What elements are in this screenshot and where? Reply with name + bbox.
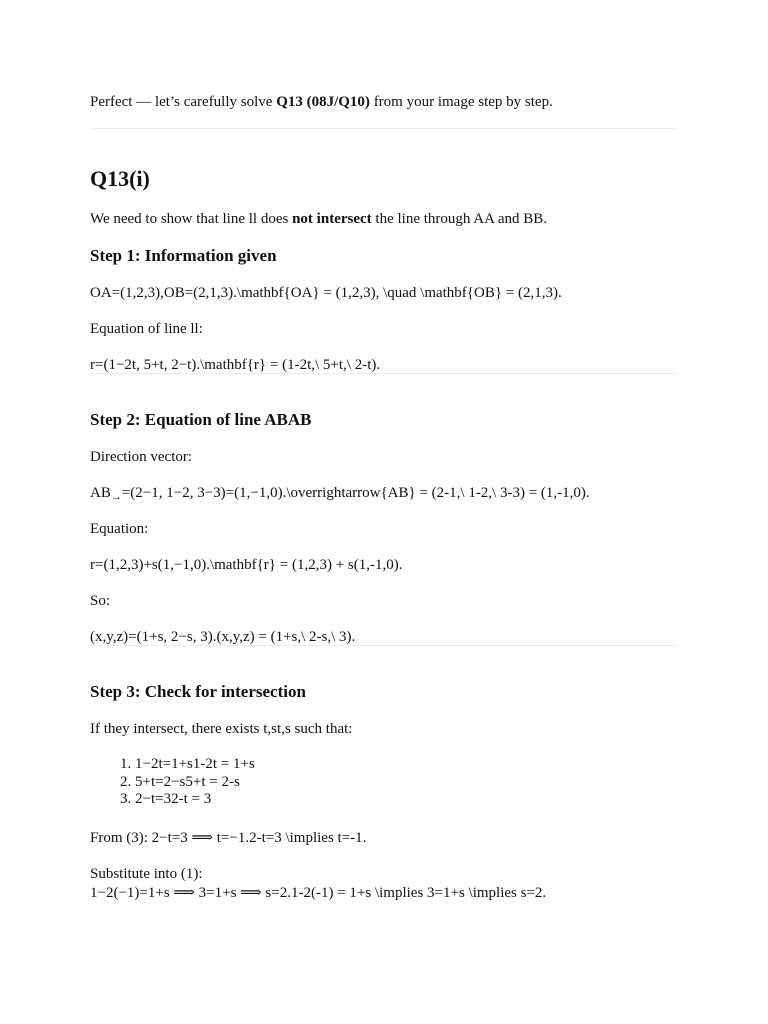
- ab-label: AB: [90, 485, 111, 501]
- divider: [90, 645, 678, 646]
- need-paragraph: [90, 210, 547, 228]
- divider: [90, 373, 678, 374]
- step3-heading: Step 3: Check for intersection: [90, 682, 306, 701]
- step1-line-equation: r=(1−2t, 5+t, 2−t).\mathbf{r} = (1-2t,\ 5+t,\ 2-t).: [90, 357, 381, 373]
- need-emphasis: not intersect: [292, 211, 372, 227]
- step2-so-label: So:: [90, 593, 111, 609]
- need-suffix: the line through AA and BB.: [371, 211, 548, 227]
- equation-list: [90, 756, 255, 809]
- list-item: 1. 1−2t=1+s1-2t = 1+s: [135, 756, 255, 774]
- step2-equation: r=(1,2,3)+s(1,−1,0).\mathbf{r} = (1,2,3) + s(1,-1,0).: [90, 557, 403, 573]
- step2-xyz: (x,y,z)=(1+s, 2−s, 3).(x,y,z) = (1+s,\ 2-s,\ 3).: [90, 629, 356, 645]
- step2-ab-vector: [90, 484, 590, 503]
- step1-heading: Step 1: Information given: [90, 246, 277, 265]
- intro-suffix: from your image step by step.: [369, 94, 553, 110]
- step3-from3: From (3): 2−t=3 ⟹ t=−1.2-t=3 \implies t=-1.: [90, 830, 367, 846]
- step3-substitute-label: Substitute into (1):: [90, 866, 203, 882]
- ab-expression: =(2−1, 1−2, 3−3)=(1,−1,0).\overrightarrow{AB} = (2-1,\ 1-2,\ 3-3) = (1,-1,0).: [121, 485, 590, 501]
- vector-arrow-icon: →: [110, 491, 122, 503]
- step2-heading: Step 2: Equation of line ABAB: [90, 410, 312, 429]
- step2-equation-label: Equation:: [90, 521, 149, 537]
- intro-question-ref: Q13 (08J/Q10): [276, 94, 370, 110]
- divider: [90, 128, 678, 129]
- step1-oa-ob: OA=(1,2,3),OB=(2,1,3).\mathbf{OA} = (1,2,3), \quad \mathbf{OB} = (2,1,3).: [90, 285, 562, 301]
- list-item: 2. 5+t=2−s5+t = 2-s: [135, 774, 255, 792]
- list-item: 3. 2−t=32-t = 3: [135, 791, 255, 809]
- step2-direction-label: Direction vector:: [90, 449, 193, 465]
- intro-paragraph: [90, 93, 553, 111]
- step3-intro: If they intersect, there exists t,st,s such that:: [90, 721, 353, 737]
- step1-line-label: Equation of line ll:: [90, 321, 203, 337]
- step3-substitute-equation: 1−2(−1)=1+s ⟹ 3=1+s ⟹ s=2.1-2(-1) = 1+s \implies 3=1+s \implies s=2.: [90, 885, 547, 901]
- section-title: Q13(i): [90, 166, 150, 191]
- need-prefix: We need to show that line ll does: [90, 211, 293, 227]
- intro-prefix: Perfect — let’s carefully solve: [90, 94, 277, 110]
